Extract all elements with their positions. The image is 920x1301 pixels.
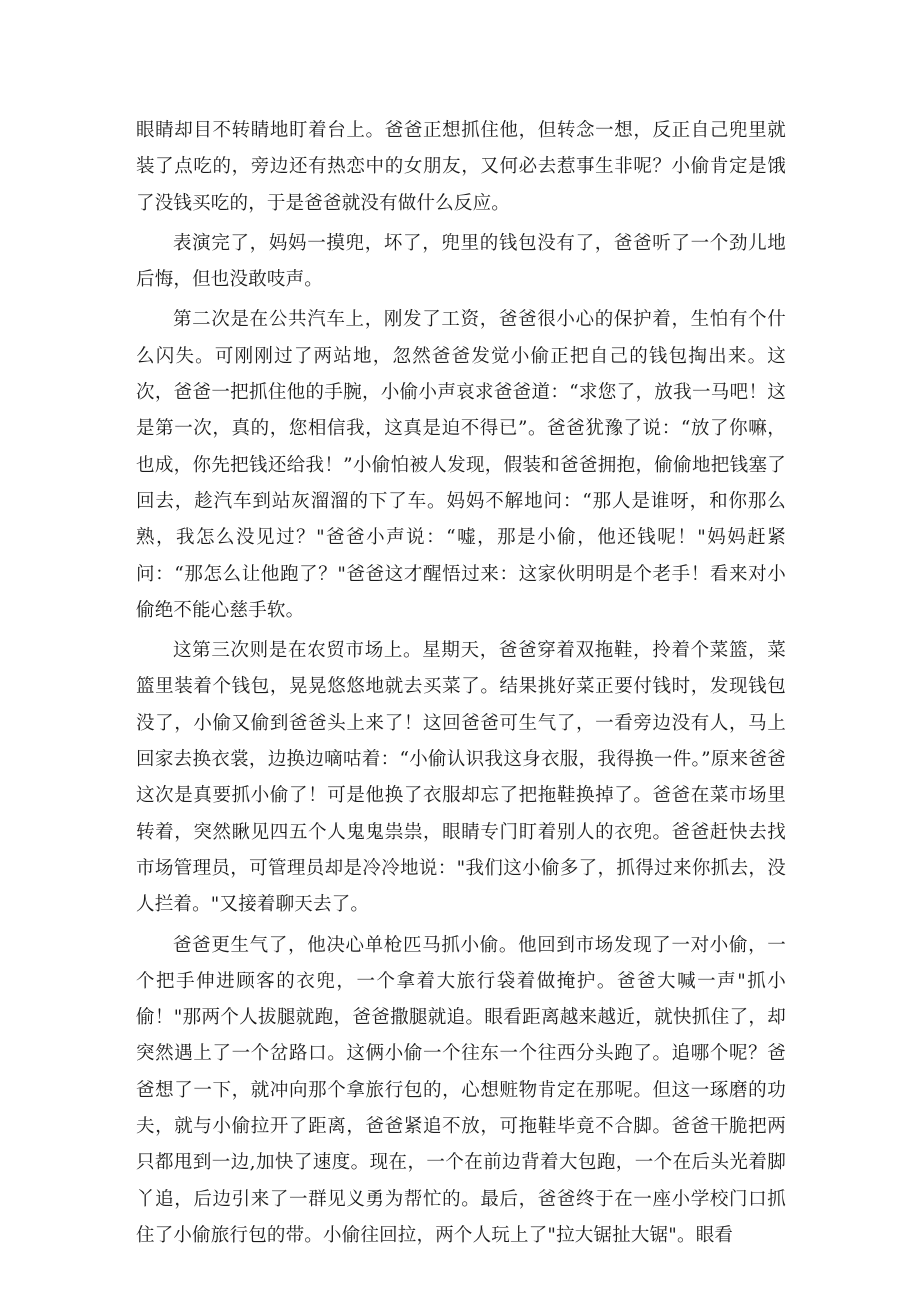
document-body	[136, 113, 786, 1258]
paragraph-third-time-market: 这第三次则是在农贸市场上。星期天，爸爸穿着双拖鞋，拎着个菜篮，菜篮里装着个钱包，晃晃悠悠地就去买菜了。结果挑好菜正要付钱时，发现钱包没了，小偷又偷到爸爸头上来了！这回爸爸可生气了，一看旁边没有人，马上回家去换衣裳，边换边嘀咕着：“小偷认识我这身衣服，我得换一件。”原来爸爸这次是真要抓小偷了！可是他换了衣服却忘了把拖鞋换掉了。爸爸在菜市场里转着，突然瞅见四五个人鬼鬼祟祟，眼睛专门盯着别人的衣兜。爸爸赶快去找市场管理员，可管理员却是冷冷地说："我们这小偷多了，抓得过来你抓去，没人拦着。"又接着聊天去了。	[136, 640, 786, 916]
paragraph-chase: 爸爸更生气了，他决心单枪匹马抓小偷。他回到市场发现了一对小偷，一个把手伸进顾客的衣兜，一个拿着大旅行袋着做掩护。爸爸大喊一声"抓小偷！"那两个人拔腿就跑，爸爸撒腿就追。眼看距离越来越近，就快抓住了，却突然遇上了一个岔路口。这俩小偷一个往东一个往西分头跑了。追哪个呢？爸爸想了一下，就冲向那个拿旅行包的，心想赃物肯定在那呢。但这一琢磨的功夫，就与小偷拉开了距离，爸爸紧追不放，可拖鞋毕竟不合脚。爸爸干脆把两只都甩到一边,加快了速度。现在，一个在前边背着大包跑，一个在后头光着脚丫追，后边引来了一群见义勇为帮忙的。最后，爸爸终于在一座小学校门口抓住了小偷旅行包的带。小偷往回拉，两个人玩上了"拉大锯扯大锯"。眼看	[136, 934, 786, 1246]
paragraph-continuation: 眼睛却目不转睛地盯着台上。爸爸正想抓住他，但转念一想，反正自己兜里就装了点吃的，旁边还有热恋中的女朋友，又何必去惹事生非呢？小偷肯定是饿了没钱买吃的，于是爸爸就没有做什么反应。	[136, 120, 786, 214]
paragraph-performance-over: 表演完了，妈妈一摸兜，坏了，兜里的钱包没有了，爸爸听了一个劲儿地后悔，但也没敢吱声。	[136, 232, 786, 291]
paragraph-second-time-bus: 第二次是在公共汽车上，刚发了工资，爸爸很小心的保护着，生怕有个什么闪失。可刚刚过了两站地，忽然爸爸发觉小偷正把自己的钱包掏出来。这次，爸爸一把抓住他的手腕，小偷小声哀求爸爸道：“求您了，放我一马吧！这是第一次，真的，您相信我，这真是迫不得已”。爸爸犹豫了说：“放了你嘛，也成，你先把钱还给我！”小偷怕被人发现，假装和爸爸拥抱，偷偷地把钱塞了回去，趁汽车到站灰溜溜的下了车。妈妈不解地问：“那人是谁呀，和你那么熟，我怎么没见过？"爸爸小声说：“嘘，那是小偷，他还钱呢！"妈妈赶紧问：“那怎么让他跑了？"爸爸这才醒悟过来：这家伙明明是个老手！看来对小偷绝不能心慈手软。	[136, 309, 786, 621]
